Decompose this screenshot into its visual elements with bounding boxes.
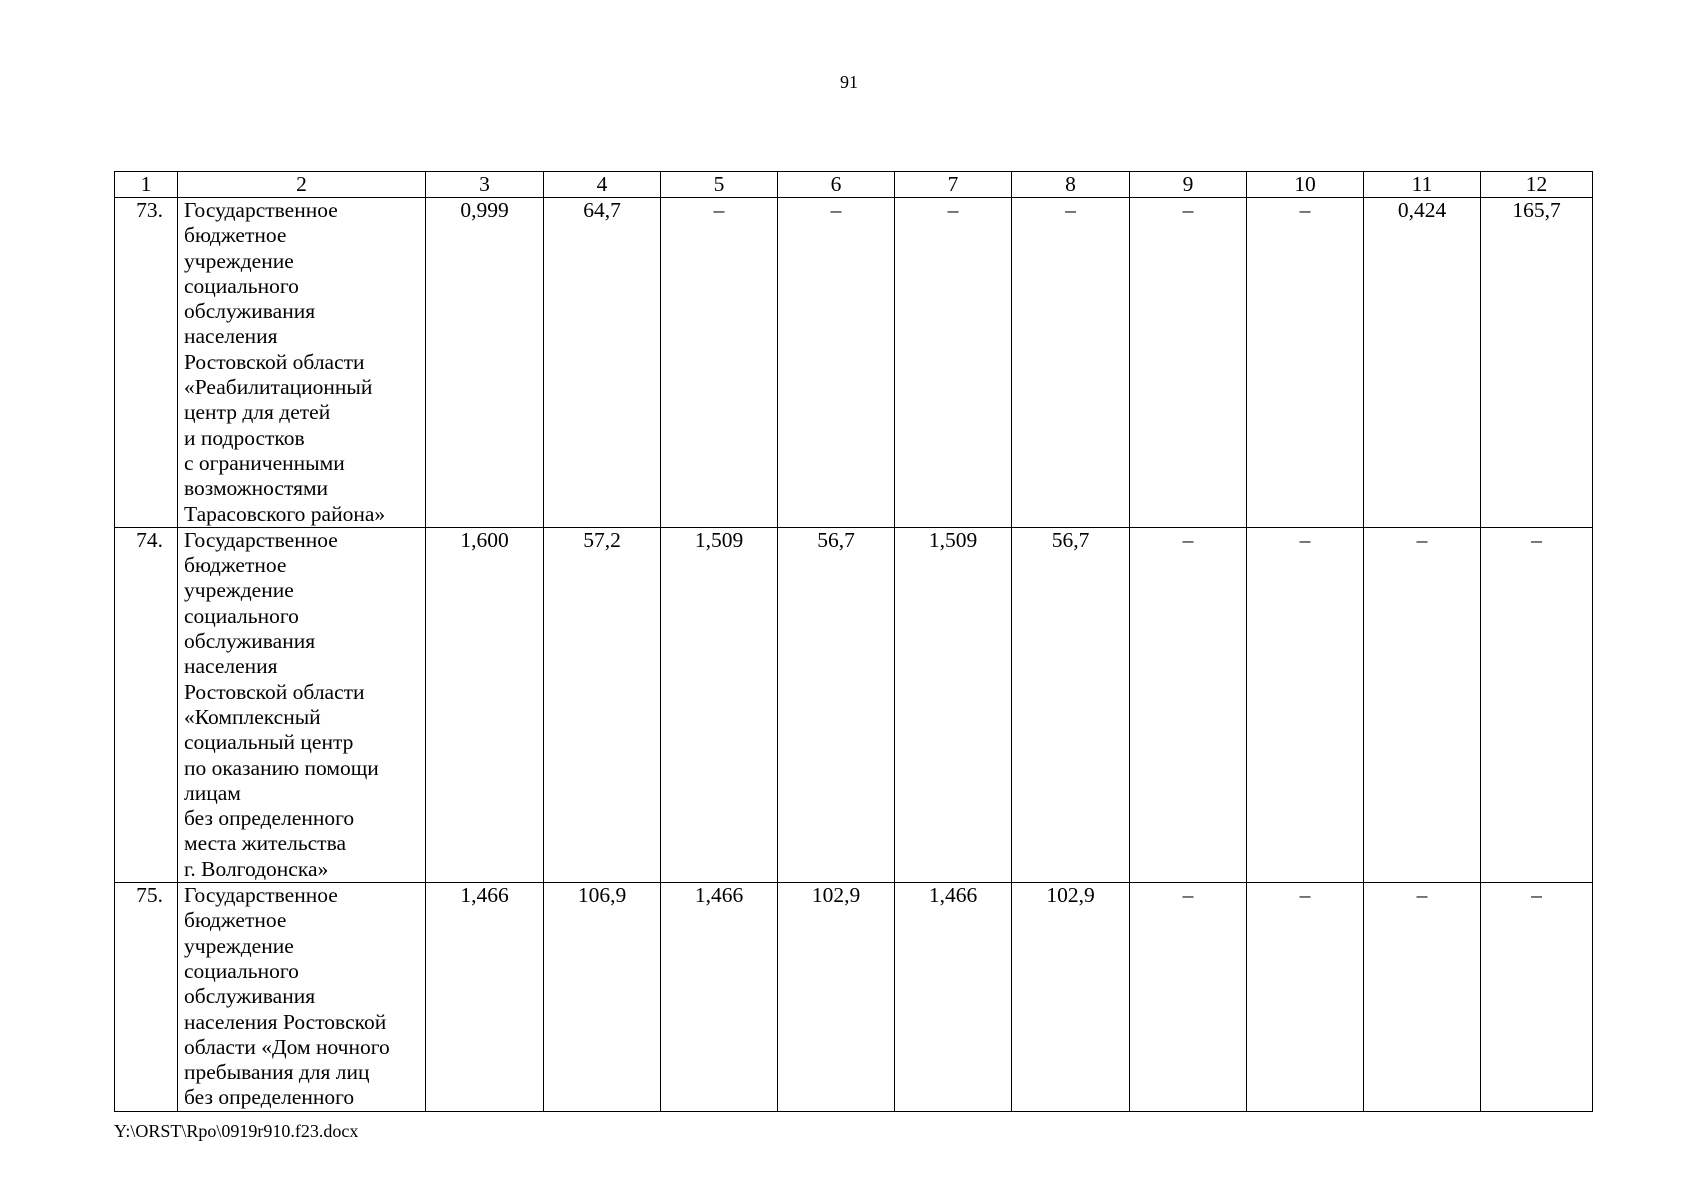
name-line: по оказанию помощи [184, 755, 379, 780]
name-line: социального [184, 958, 299, 983]
footer-file-path: Y:\ORST\Rpo\0919r910.f23.docx [114, 1121, 359, 1141]
value-cell: 0,999 [426, 198, 544, 528]
table-header-row [115, 172, 1593, 198]
column-header: 4 [544, 172, 661, 198]
value-cell: – [1364, 527, 1481, 882]
name-line: учреждение [184, 248, 294, 273]
value-cell: 64,7 [544, 198, 661, 528]
table-row [115, 883, 1593, 1112]
name-line: учреждение [184, 578, 294, 603]
name-line: Ростовской области [184, 679, 365, 704]
value-cell: 1,466 [426, 883, 544, 1112]
column-header: 6 [778, 172, 895, 198]
name-line: области «Дом ночного [184, 1034, 390, 1059]
name-line: социальный центр [184, 730, 354, 755]
name-line: г. Волгодонска» [184, 856, 329, 881]
value-cell: – [1481, 527, 1593, 882]
table-row [115, 527, 1593, 882]
column-header: 3 [426, 172, 544, 198]
value-cell: – [1130, 198, 1247, 528]
value-cell: 0,424 [1364, 198, 1481, 528]
value-cell: 1,600 [426, 527, 544, 882]
value-cell: – [778, 198, 895, 528]
value-cell: 56,7 [778, 527, 895, 882]
column-header: 11 [1364, 172, 1481, 198]
name-line: социального [184, 273, 299, 298]
column-header: 1 [115, 172, 178, 198]
value-cell: 1,509 [661, 527, 778, 882]
row-number: 74. [115, 527, 178, 882]
name-line: «Реабилитационный [184, 375, 373, 400]
value-cell: – [1130, 527, 1247, 882]
value-cell: – [1247, 198, 1364, 528]
column-header: 8 [1012, 172, 1130, 198]
name-line: Тарасовского района» [184, 501, 386, 526]
value-cell: – [895, 198, 1012, 528]
value-cell: 1,466 [895, 883, 1012, 1112]
data-table [114, 171, 1593, 1112]
value-cell: – [661, 198, 778, 528]
institution-name [178, 883, 426, 1112]
name-line: Государственное [184, 883, 338, 908]
column-header: 10 [1247, 172, 1364, 198]
value-cell: 102,9 [1012, 883, 1130, 1112]
value-cell: 102,9 [778, 883, 895, 1112]
name-line: с ограниченными [184, 450, 345, 475]
value-cell: – [1247, 527, 1364, 882]
column-header: 12 [1481, 172, 1593, 198]
value-cell: 56,7 [1012, 527, 1130, 882]
value-cell: – [1012, 198, 1130, 528]
name-line: бюджетное [184, 223, 287, 248]
value-cell: – [1364, 883, 1481, 1112]
name-line: места жительства [184, 831, 346, 856]
institution-name [178, 527, 426, 882]
name-line: населения Ростовской [184, 1009, 387, 1034]
value-cell: 57,2 [544, 527, 661, 882]
table-row [115, 198, 1593, 528]
name-line: лицам [184, 780, 241, 805]
column-header: 2 [178, 172, 426, 198]
name-line: обслуживания [184, 299, 316, 324]
name-line: учреждение [184, 933, 294, 958]
name-line: и подростков [184, 425, 305, 450]
value-cell: – [1481, 883, 1593, 1112]
value-cell: – [1130, 883, 1247, 1112]
value-cell: 106,9 [544, 883, 661, 1112]
page-number: 91 [840, 72, 858, 92]
name-line: обслуживания [184, 629, 316, 654]
column-header: 7 [895, 172, 1012, 198]
name-line: населения [184, 324, 278, 349]
name-line: Государственное [184, 198, 338, 222]
name-line: без определенного [184, 1085, 355, 1110]
name-line: «Комплексный [184, 704, 321, 729]
name-line: пребывания для лиц [184, 1060, 370, 1085]
value-cell: – [1247, 883, 1364, 1112]
row-number: 75. [115, 883, 178, 1112]
name-line: социального [184, 603, 299, 628]
value-cell: 165,7 [1481, 198, 1593, 528]
value-cell: 1,509 [895, 527, 1012, 882]
institution-name [178, 198, 426, 528]
row-number: 73. [115, 198, 178, 528]
name-line: населения [184, 654, 278, 679]
value-cell: 1,466 [661, 883, 778, 1112]
name-line: без определенного [184, 806, 355, 831]
name-line: бюджетное [184, 553, 287, 578]
name-line: обслуживания [184, 984, 316, 1009]
name-line: центр для детей [184, 400, 331, 425]
name-line: возможностями [184, 476, 329, 501]
column-header: 5 [661, 172, 778, 198]
name-line: Ростовской области [184, 349, 365, 374]
name-line: бюджетное [184, 908, 287, 933]
column-header: 9 [1130, 172, 1247, 198]
name-line: Государственное [184, 527, 338, 552]
